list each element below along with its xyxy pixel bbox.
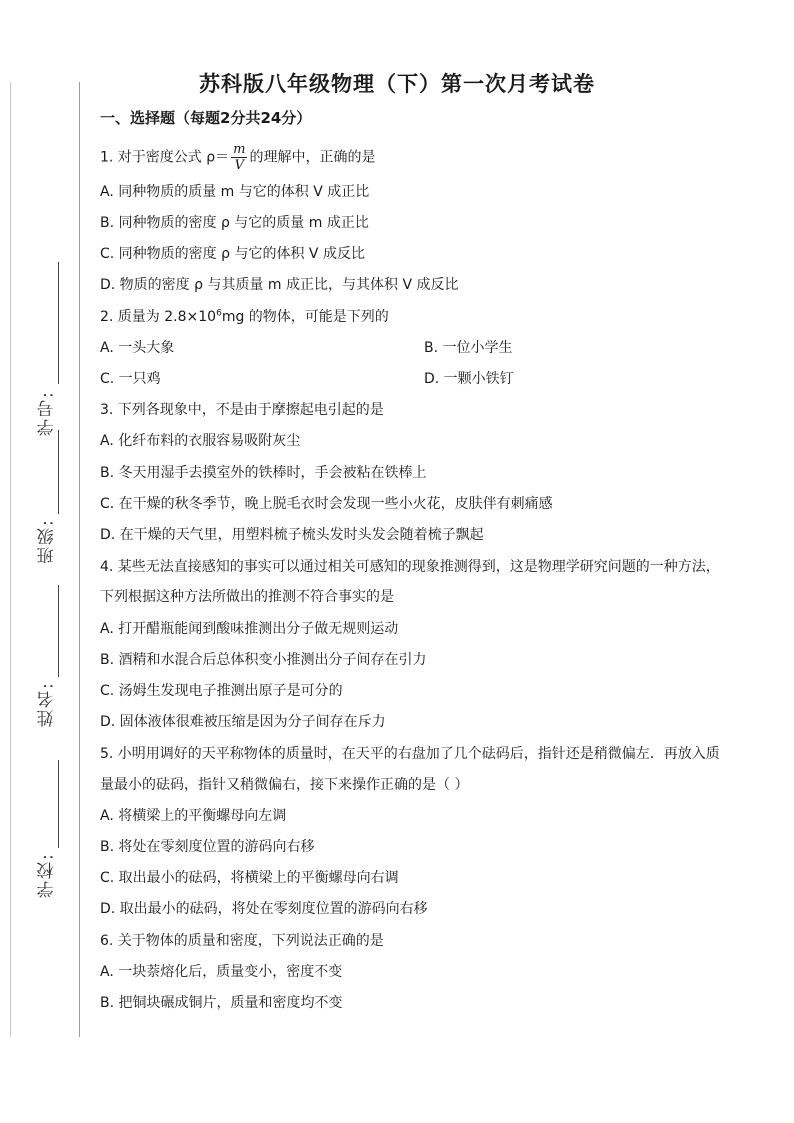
question-4-stem-line2: 下列根据这种方法所做出的推测不符合事实的是 bbox=[100, 589, 394, 605]
question-3-stem: 3. 下列各现象中，不是由于摩擦起电引起的是 bbox=[100, 402, 384, 418]
q1-stem-before: 1. 对于密度公式 ρ＝ bbox=[100, 149, 230, 166]
school-label: 学校: bbox=[37, 852, 58, 898]
q1-frac-numerator: m bbox=[233, 142, 246, 157]
q5-option-d: D. 取出最小的砝码，将处在零刻度位置的游码向右移 bbox=[100, 901, 428, 917]
q2-option-c: C. 一只鸡 bbox=[100, 371, 161, 387]
question-5-stem-line2: 量最小的砝码，指针又稍微偏右，接下来操作正确的是（ ） bbox=[100, 777, 469, 793]
q1-option-c: C. 同种物质的密度 ρ 与它的体积 V 成反比 bbox=[100, 246, 365, 262]
q3-option-a: A. 化纤布料的衣服容易吸附灰尘 bbox=[100, 433, 301, 449]
q1-option-b: B. 同种物质的密度 ρ 与它的质量 m 成正比 bbox=[100, 215, 369, 231]
q2-option-a: A. 一头大象 bbox=[100, 340, 175, 356]
q5-option-a: A. 将横梁上的平衡螺母向左调 bbox=[100, 808, 287, 824]
q5-option-b: B. 将处在零刻度位置的游码向右移 bbox=[100, 839, 315, 855]
q6-option-a: A. 一块萘熔化后，质量变小，密度不变 bbox=[100, 964, 343, 980]
q2-stem-before: 2. 质量为 2.8×10 bbox=[100, 309, 217, 325]
q1-option-a: A. 同种物质的质量 m 与它的体积 V 成正比 bbox=[100, 184, 370, 200]
section-heading-choice: 一、选择题（每题2分共24分） bbox=[100, 109, 312, 127]
question-4-stem-line1: 4. 某些无法直接感知的事实可以通过相关可感知的现象推测得到，这是物理学研究问题的一种方法， bbox=[100, 559, 720, 575]
exam-title: 苏科版八年级物理（下）第一次月考试卷 bbox=[199, 72, 595, 96]
q2-stem-after: mg 的物体，可能是下列的 bbox=[221, 309, 389, 325]
q4-option-d: D. 固体液体很难被压缩是因为分子间存在斥力 bbox=[100, 714, 386, 730]
question-6-stem: 6. 关于物体的质量和密度，下列说法正确的是 bbox=[100, 933, 384, 949]
question-1-stem bbox=[100, 142, 740, 173]
q3-option-b: B. 冬天用湿手去摸室外的铁棒时，手会被粘在铁棒上 bbox=[100, 465, 427, 481]
q1-option-d: D. 物质的密度 ρ 与其质量 m 成正比，与其体积 V 成反比 bbox=[100, 277, 459, 293]
q1-stem-after: 的理解中，正确的是 bbox=[249, 149, 376, 166]
q2-stem-exponent: 6 bbox=[216, 308, 222, 319]
q5-option-c: C. 取出最小的砝码，将横梁上的平衡螺母向右调 bbox=[100, 870, 399, 886]
name-label: 姓名: bbox=[37, 681, 58, 727]
q3-option-c: C. 在干燥的秋冬季节，晚上脱毛衣时会发现一些小火花，皮肤伴有刺痛感 bbox=[100, 496, 553, 512]
question-2-stem bbox=[100, 307, 740, 327]
question-5-stem-line1: 5. 小明用调好的天平称物体的质量时，在天平的右盘加了几个砝码后，指针还是稍微偏左．再放入质 bbox=[100, 746, 720, 762]
q1-formula-fraction bbox=[231, 142, 247, 173]
q4-option-c: C. 汤姆生发现电子推测出原子是可分的 bbox=[100, 683, 343, 699]
class-label: 班级: bbox=[37, 518, 58, 564]
q2-option-b: B. 一位小学生 bbox=[424, 340, 513, 356]
q1-frac-denominator: V bbox=[234, 158, 245, 173]
q4-option-b: B. 酒精和水混合后总体积变小推测出分子间存在引力 bbox=[100, 652, 427, 668]
student-id-label: 学号: bbox=[37, 390, 58, 436]
q6-option-b: B. 把铜块碾成铜片，质量和密度均不变 bbox=[100, 995, 343, 1011]
q3-option-d: D. 在干燥的天气里，用塑料梳子梳头发时头发会随着梳子飘起 bbox=[100, 527, 484, 543]
q4-option-a: A. 打开醋瓶能闻到酸味推测出分子做无规则运动 bbox=[100, 621, 399, 637]
q2-option-d: D. 一颗小铁钉 bbox=[424, 371, 514, 387]
